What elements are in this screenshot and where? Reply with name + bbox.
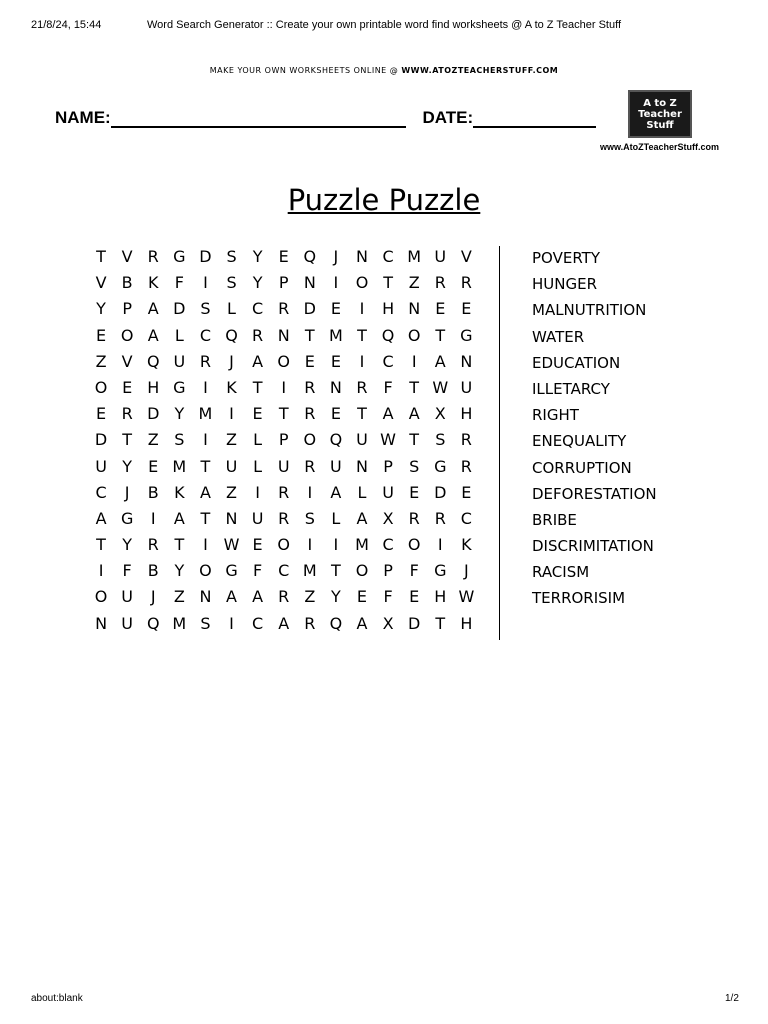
grid-cell: I — [359, 351, 365, 371]
grid-cell: A — [330, 482, 342, 502]
word-list-item: TERRORISIM — [532, 589, 626, 608]
grid-cell: F — [253, 561, 263, 581]
grid-cell: E — [252, 535, 263, 555]
grid-cell: Y — [252, 273, 263, 293]
grid-cell: G — [173, 247, 186, 266]
grid-cell: Q — [381, 325, 395, 345]
grid-cell: C — [382, 351, 394, 371]
grid-cell: P — [383, 456, 393, 476]
grid-cell: J — [229, 351, 234, 371]
grid-cell: R — [304, 613, 316, 633]
grid-cell: X — [434, 404, 446, 424]
grid-cell: V — [95, 273, 107, 293]
grid-cell: A — [408, 404, 420, 424]
grid-cell: H — [382, 299, 395, 319]
grid-cell: S — [174, 430, 185, 450]
grid-cell: E — [409, 482, 420, 502]
grid-cell: Y — [252, 247, 263, 266]
grid-cell: Y — [174, 561, 185, 581]
grid-cell: E — [252, 404, 263, 424]
grid-cell: Z — [408, 273, 420, 293]
grid-cell: O — [94, 587, 108, 607]
grid-cell: L — [331, 508, 341, 528]
grid-cell: I — [203, 535, 208, 555]
grid-cell: J — [124, 482, 130, 502]
grid-cell: N — [225, 508, 238, 528]
grid-cell: U — [330, 456, 342, 476]
grid-cell: N — [460, 351, 473, 371]
grid-cell: N — [329, 377, 342, 397]
grid-row — [88, 352, 480, 378]
grid-cell: O — [407, 325, 421, 345]
grid-cell: T — [409, 430, 420, 450]
grid-cell: U — [460, 377, 473, 397]
grid-cell: S — [200, 613, 211, 633]
word-list-item: ENEQUALITY — [532, 432, 627, 451]
grid-cell: S — [435, 430, 446, 450]
word-list-item: RACISM — [532, 563, 590, 582]
grid-cell: I — [281, 377, 287, 397]
grid-cell: A — [434, 351, 446, 371]
grid-cell: E — [304, 351, 315, 371]
grid-cell: H — [434, 587, 447, 607]
grid-cell: O — [277, 535, 290, 555]
grid-row — [88, 457, 480, 483]
grid-cell: R — [147, 535, 159, 555]
grid-cell: R — [304, 404, 316, 424]
grid-cell: F — [383, 377, 393, 397]
grid-cell: G — [173, 377, 186, 397]
grid-cell: S — [304, 508, 315, 528]
grid-row — [88, 614, 480, 640]
grid-cell: S — [409, 456, 420, 476]
grid-cell: T — [409, 377, 420, 397]
grid-cell: X — [382, 613, 394, 633]
grid-cell: Q — [225, 325, 238, 345]
word-list-item: POVERTY — [532, 249, 600, 267]
grid-row — [88, 509, 480, 535]
grid-cell: W — [223, 535, 240, 555]
grid-cell: T — [122, 430, 133, 450]
grid-cell: R — [356, 377, 368, 397]
grid-cell: T — [96, 535, 106, 555]
grid-cell: Z — [147, 430, 159, 450]
grid-cell: A — [252, 587, 264, 607]
grid-cell: I — [359, 299, 365, 319]
grid-cell: E — [435, 299, 446, 319]
grid-cell: Z — [173, 587, 185, 607]
grid-cell: Q — [303, 247, 317, 266]
grid-cell: N — [95, 613, 108, 633]
grid-cell: T — [174, 535, 185, 555]
grid-cell: I — [150, 508, 156, 528]
grid-cell: R — [199, 351, 211, 371]
grid-cell: D — [408, 613, 421, 633]
grid-cell: U — [121, 613, 133, 633]
grid-cell: A — [356, 613, 368, 633]
grid-cell: O — [407, 535, 421, 555]
grid-cell: P — [122, 299, 132, 319]
grid-cell: Z — [226, 482, 237, 502]
grid-row — [88, 299, 480, 325]
grid-cell: Z — [95, 351, 107, 371]
grid-cell: J — [150, 587, 156, 607]
grid-cell: O — [355, 561, 369, 581]
grid-cell: L — [357, 482, 367, 502]
grid-cell: N — [408, 299, 421, 319]
grid-cell: V — [460, 247, 472, 266]
grid-cell: R — [408, 508, 420, 528]
name-date-row — [55, 108, 596, 128]
grid-cell: Y — [122, 456, 133, 476]
grid-cell: I — [411, 351, 417, 371]
grid-cell: T — [357, 325, 367, 345]
grid-cell: R — [121, 404, 133, 424]
grid-cell: I — [203, 430, 208, 450]
grid-cell: R — [460, 273, 472, 293]
grid-cell: L — [253, 430, 263, 450]
grid-cell: W — [458, 587, 475, 607]
grid-cell: R — [278, 508, 290, 528]
grid-cell: P — [383, 561, 393, 581]
grid-cell: I — [203, 273, 208, 293]
grid-cell: Q — [329, 613, 343, 633]
grid-cell: A — [147, 299, 159, 319]
grid-cell: N — [277, 325, 290, 345]
logo-line-3: Stuff — [646, 120, 674, 131]
logo-line-1: A to Z — [643, 98, 677, 109]
grid-cell: I — [98, 561, 104, 581]
grid-cell: T — [304, 325, 315, 345]
grid-cell: Q — [146, 613, 160, 633]
grid-cell: E — [95, 325, 107, 345]
grid-cell: F — [174, 273, 184, 293]
grid-cell: E — [148, 456, 159, 476]
grid-cell: M — [328, 325, 343, 345]
grid-cell: U — [121, 587, 133, 607]
grid-cell: C — [278, 561, 290, 581]
grid-cell: E — [330, 351, 341, 371]
grid-cell: Z — [226, 430, 237, 450]
grid-cell: M — [172, 613, 187, 633]
grid-cell: W — [380, 430, 396, 450]
grid-divider — [499, 246, 500, 640]
grid-cell: R — [434, 273, 446, 293]
promo-text: MAKE YOUR OWN WORKSHEETS ONLINE @ — [209, 66, 399, 75]
grid-cell: A — [226, 587, 237, 607]
grid-cell: R — [304, 377, 316, 397]
grid-cell: T — [435, 613, 446, 633]
word-list-item: BRIBE — [532, 510, 577, 529]
grid-cell: A — [147, 325, 159, 345]
grid-cell: T — [200, 508, 211, 528]
grid-cell: D — [434, 482, 447, 502]
grid-cell: O — [199, 561, 212, 581]
word-list-item: HUNGER — [532, 275, 598, 294]
grid-cell: P — [278, 430, 289, 450]
grid-cell: T — [383, 273, 393, 293]
promo-banner — [0, 66, 768, 75]
grid-cell: L — [227, 299, 236, 319]
grid-cell: W — [432, 377, 449, 397]
grid-cell: O — [303, 430, 317, 450]
grid-cell: U — [382, 482, 394, 502]
grid-cell: S — [226, 273, 237, 293]
grid-cell: A — [173, 508, 185, 528]
grid-cell: H — [460, 613, 473, 633]
grid-cell: K — [461, 535, 472, 555]
grid-cell: C — [95, 482, 107, 502]
grid-cell: Q — [329, 430, 343, 450]
grid-cell: R — [460, 430, 472, 450]
grid-cell: T — [278, 404, 289, 424]
grid-cell: V — [121, 247, 133, 266]
grid-cell: Y — [96, 299, 106, 319]
grid-cell: U — [356, 430, 368, 450]
grid-cell: T — [435, 325, 446, 345]
grid-cell: N — [199, 587, 212, 607]
grid-cell: M — [198, 404, 213, 424]
grid-row — [88, 561, 480, 587]
grid-cell: O — [94, 377, 108, 397]
letter-grid — [88, 247, 480, 640]
grid-cell: M — [355, 535, 369, 555]
word-list-item: DEFORESTATION — [532, 484, 657, 503]
grid-cell: V — [121, 351, 133, 371]
grid-cell: N — [356, 247, 368, 266]
atoz-logo — [628, 90, 692, 138]
word-list — [532, 249, 657, 616]
grid-cell: M — [407, 247, 422, 266]
grid-cell: G — [460, 325, 473, 345]
grid-cell: B — [121, 273, 133, 293]
grid-cell: E — [95, 404, 107, 424]
grid-cell: S — [200, 299, 211, 319]
grid-cell: U — [95, 456, 107, 476]
word-list-item: EDUCATION — [532, 353, 621, 372]
grid-cell: A — [95, 508, 107, 528]
grid-cell: M — [302, 561, 317, 581]
grid-cell: G — [434, 561, 447, 581]
grid-cell: U — [434, 247, 447, 266]
grid-cell: F — [122, 561, 132, 581]
grid-cell: B — [147, 561, 159, 581]
grid-cell: M — [172, 456, 187, 476]
grid-cell: F — [409, 561, 419, 581]
grid-cell: C — [252, 299, 264, 319]
grid-cell: R — [434, 508, 446, 528]
grid-cell: C — [382, 535, 394, 555]
grid-cell: E — [461, 482, 472, 502]
word-list-item: DISCRIMITATION — [532, 537, 654, 556]
grid-cell: I — [203, 377, 208, 397]
grid-cell: K — [174, 482, 185, 502]
grid-cell: I — [333, 535, 339, 555]
grid-cell: D — [94, 430, 108, 450]
grid-row — [88, 430, 480, 456]
grid-cell: E — [122, 377, 133, 397]
grid-cell: Y — [174, 404, 185, 424]
grid-cell: G — [434, 456, 447, 476]
date-label: DATE: — [422, 108, 474, 127]
grid-cell: R — [278, 587, 290, 607]
grid-cell: I — [307, 535, 313, 555]
footer-url: about:blank — [31, 993, 83, 1004]
grid-cell: T — [357, 404, 367, 424]
grid-cell: R — [147, 247, 159, 266]
grid-cell: T — [252, 377, 263, 397]
grid-cell: I — [229, 613, 234, 633]
grid-cell: Z — [304, 587, 316, 607]
grid-row — [88, 535, 480, 561]
grid-row — [88, 587, 480, 613]
grid-cell: C — [252, 613, 264, 633]
grid-cell: K — [226, 377, 237, 397]
grid-cell: C — [460, 508, 472, 528]
print-page-title: Word Search Generator :: Create your own printable word find worksheets @ A to Z Teacher Stuff — [146, 19, 621, 31]
grid-cell: C — [199, 325, 211, 345]
grid-cell: B — [147, 482, 159, 502]
grid-cell: A — [278, 613, 290, 633]
grid-cell: E — [461, 299, 472, 319]
grid-cell: T — [96, 247, 106, 266]
grid-cell: U — [277, 456, 290, 476]
puzzle-title: Puzzle Puzzle — [287, 183, 481, 217]
word-list-item: WATER — [532, 327, 585, 346]
grid-cell: A — [356, 508, 368, 528]
word-list-item: MALNUTRITION — [532, 301, 647, 320]
grid-cell: I — [333, 273, 339, 293]
logo-url: www.AtoZTeacherStuff.com — [600, 142, 720, 152]
grid-cell: S — [226, 247, 237, 266]
grid-cell: H — [460, 404, 473, 424]
grid-cell: U — [173, 351, 186, 371]
grid-cell: R — [460, 456, 472, 476]
grid-cell: Q — [146, 351, 160, 371]
grid-cell: U — [225, 456, 238, 476]
grid-cell: I — [255, 482, 260, 502]
grid-cell: U — [251, 508, 264, 528]
grid-cell: D — [147, 404, 160, 424]
grid-cell: F — [383, 587, 393, 607]
grid-cell: R — [278, 482, 290, 502]
grid-cell: E — [330, 299, 341, 319]
footer-page-number: 1/2 — [725, 993, 739, 1004]
grid-cell: G — [120, 508, 134, 528]
promo-site: WWW.ATOZTEACHERSTUFF.COM — [401, 66, 559, 75]
grid-cell: E — [278, 247, 289, 266]
grid-cell: Y — [331, 587, 341, 607]
grid-cell: T — [200, 456, 211, 476]
grid-cell: J — [464, 561, 469, 581]
grid-cell: E — [409, 587, 420, 607]
grid-cell: D — [303, 299, 316, 319]
grid-cell: A — [199, 482, 211, 502]
grid-cell: D — [199, 247, 212, 266]
grid-cell: C — [382, 247, 394, 266]
grid-cell: I — [307, 482, 313, 502]
grid-cell: I — [229, 404, 234, 424]
grid-cell: O — [355, 273, 369, 293]
grid-cell: L — [174, 325, 184, 345]
grid-cell: I — [437, 535, 443, 555]
grid-cell: K — [147, 273, 159, 293]
grid-cell: O — [277, 351, 290, 371]
grid-cell: N — [356, 456, 368, 476]
name-label: NAME: — [55, 108, 111, 127]
grid-row — [88, 326, 480, 352]
grid-cell: E — [330, 404, 341, 424]
name-blank-line — [111, 109, 406, 128]
grid-cell: X — [382, 508, 394, 528]
grid-cell: P — [278, 273, 289, 293]
grid-cell: T — [331, 561, 341, 581]
grid-row — [88, 247, 480, 273]
grid-cell: J — [333, 247, 339, 266]
grid-cell: R — [304, 456, 316, 476]
word-list-item: RIGHT — [532, 406, 579, 425]
word-list-item: ILLETARCY — [532, 379, 610, 398]
grid-cell: R — [252, 325, 264, 345]
grid-cell: Y — [122, 535, 133, 555]
grid-cell: L — [253, 456, 263, 476]
grid-cell: E — [356, 587, 368, 607]
grid-row — [88, 483, 480, 509]
grid-row — [88, 378, 480, 404]
grid-cell: D — [173, 299, 186, 319]
date-blank-line — [473, 109, 596, 128]
grid-cell: A — [382, 404, 394, 424]
grid-cell: A — [252, 351, 264, 371]
logo-line-2: Teacher — [638, 109, 682, 120]
word-list-item: CORRUPTION — [532, 458, 632, 477]
grid-row — [88, 404, 480, 430]
grid-cell: G — [225, 561, 238, 581]
grid-cell: H — [147, 377, 160, 397]
grid-cell: R — [278, 299, 290, 319]
grid-cell: O — [120, 325, 134, 345]
grid-cell: N — [303, 273, 316, 293]
grid-row — [88, 273, 480, 299]
print-datetime: 21/8/24, 15:44 — [31, 19, 102, 31]
